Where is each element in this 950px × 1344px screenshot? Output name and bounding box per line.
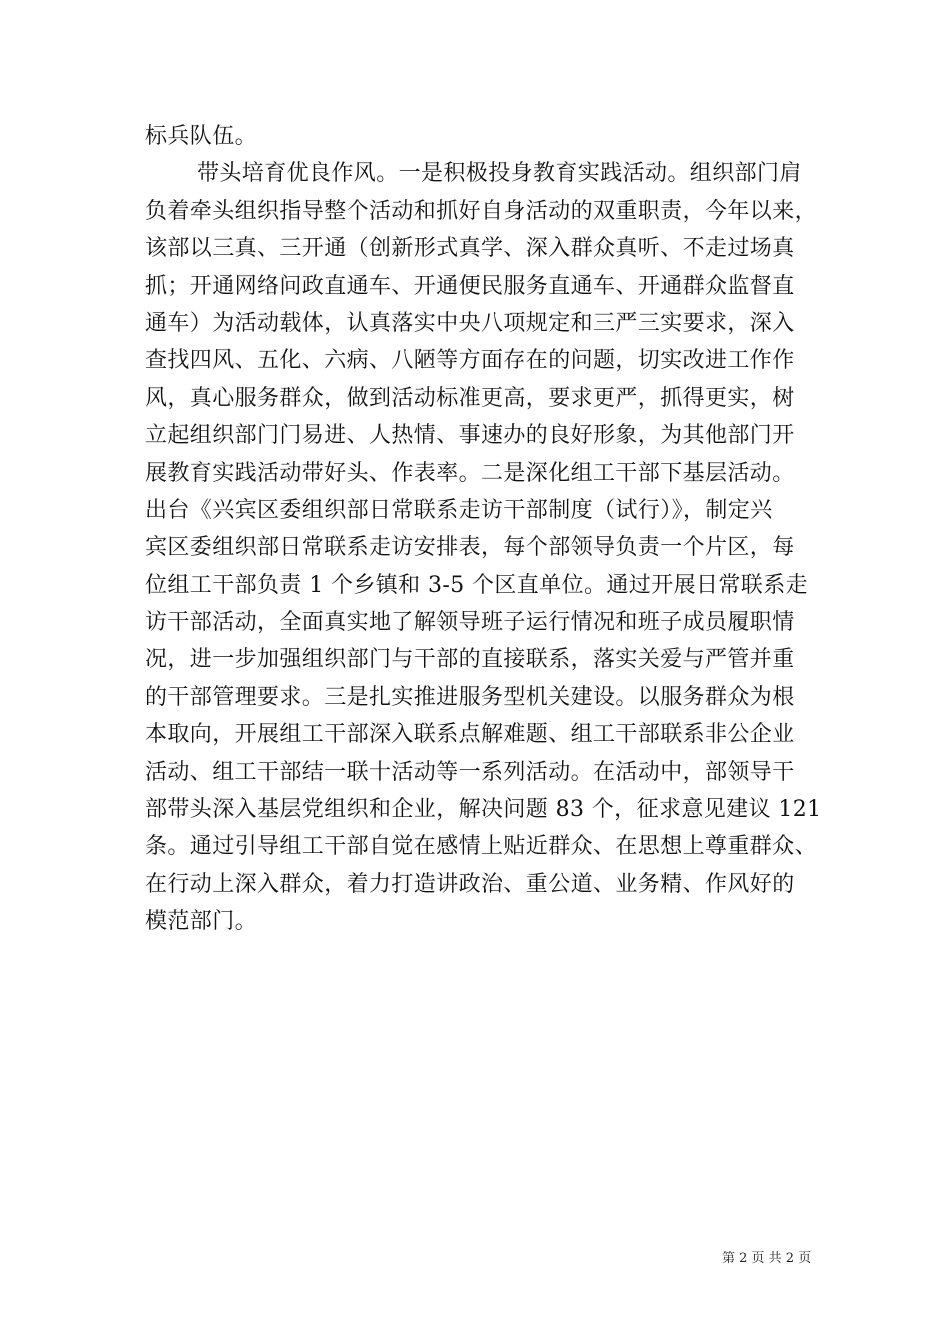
text-line: 条。通过引导组工干部自觉在感情上贴近群众、在思想上尊重群众、 (145, 834, 818, 860)
text-line: 通车）为活动载体，认真落实中央八项规定和三严三实要求，深入 (145, 310, 795, 336)
text-line: 标兵队伍。 (145, 124, 258, 149)
text-line: 查找四风、五化、六病、八陋等方面存在的问题，切实改进工作作 (145, 348, 795, 374)
text-line: 立起组织部门门易进、人热情、事速办的良好形象，为其他部门开 (145, 423, 795, 449)
text-line: 部带头深入基层党组织和企业，解决问题 83 个，征求意见建议 121 (145, 797, 822, 823)
text-line: 风，真心服务群众，做到活动标准更高，要求更严，抓得更实，树 (145, 385, 795, 411)
text-line: 出台《兴宾区委组织部日常联系走访干部制度（试行）》，制定兴 (145, 497, 773, 523)
text-line: 负着牵头组织指导整个活动和抓好自身活动的双重职责，今年以来， (145, 198, 818, 224)
text-line: 在行动上深入群众，着力打造讲政治、重公道、业务精、作风好的 (145, 871, 795, 897)
text-line: 展教育实践活动带好头、作表率。二是深化组工干部下基层活动。 (145, 460, 795, 486)
text-line: 宾区委组织部日常联系走访安排表，每个部领导负责一个片区，每 (145, 535, 795, 561)
text-line: 该部以三真、三开通（创新形式真学、深入群众真听、不走过场真 (145, 236, 795, 262)
text-line: 抓；开通网络问政直通车、开通便民服务直通车、开通群众监督直 (145, 273, 795, 299)
text-line: 本取向，开展组工干部深入联系点解难题、组工干部联系非公企业 (145, 722, 795, 748)
body-text (145, 118, 822, 941)
paragraph-first-line: 带头培育优良作风。一是积极投身教育实践活动。组织部门肩 (197, 161, 802, 187)
page-number: 第 2 页 共 2 页 (722, 1251, 812, 1266)
text-line: 况，进一步加强组织部门与干部的直接联系，落实关爱与严管并重 (145, 647, 795, 673)
text-line: 的干部管理要求。三是扎实推进服务型机关建设。以服务群众为根 (145, 684, 795, 710)
text-line: 访干部活动，全面真实地了解领导班子运行情况和班子成员履职情 (145, 610, 795, 636)
text-line: 位组工干部负责 1 个乡镇和 3-5 个区直单位。通过开展日常联系走 (145, 572, 808, 598)
text-line: 活动、组工干部结一联十活动等一系列活动。在活动中，部领导干 (145, 759, 795, 785)
text-line: 模范部门。 (145, 909, 258, 935)
